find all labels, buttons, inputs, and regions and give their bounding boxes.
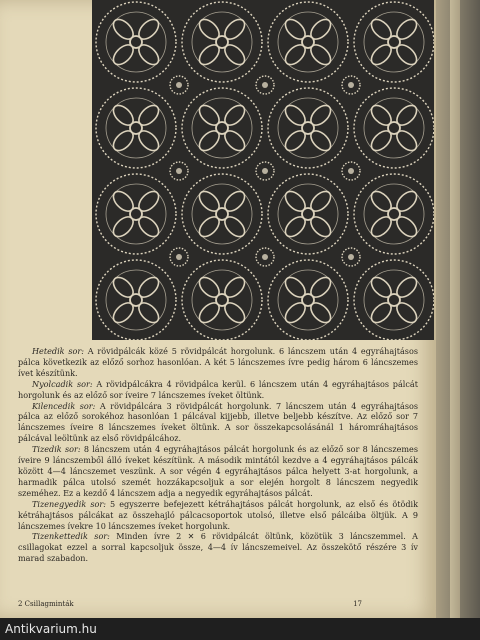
motif-petal [307,102,334,129]
motif-petal [135,299,162,326]
motif-petal [307,213,334,240]
motif-petal [393,16,420,43]
motif-petal [110,102,137,129]
motif-petal [368,41,395,68]
motif-center [216,122,228,134]
motif-outer-ring [354,260,434,340]
motif-center [216,208,228,220]
motif-petal [307,299,334,326]
motif-petal [282,127,309,154]
watermark [0,618,480,640]
motif-outer-ring [182,88,262,168]
motif-outer-ring [268,174,348,254]
motif-outer-ring [354,174,434,254]
motif-outer-ring [96,2,176,82]
motif-petal [307,274,334,301]
row-label: Nyolcadik sor: [32,378,93,389]
motif-petal [368,299,395,326]
watermark-text: Antikvarium.hu [5,622,97,636]
motif-outer-ring [182,174,262,254]
small-star-center [262,82,268,88]
instruction-text [18,346,418,564]
motif-center [130,208,142,220]
motif-center [388,122,400,134]
row-text: 5 egyszerre befejezett kétráhajtásos pálcát horgolunk, az első és ötödik kétráhajtásos pálcákat az összehajló pálcacsoportok utolsó, illetve első pálcáiba öltjük. A 9 láncszemes ívekre 10 láncszemes íveket horgolunk. [18,498,418,531]
row-label: Hetedik sor: [32,346,84,356]
row-text: A rövidpálcákra 4 rövidpálca kerül. 6 láncszem után 4 egyráhajtásos pálcát horgolunk és az előző sor íveire 7 láncszemes íveket öltünk. [18,378,419,400]
row-label: Kilencedik sor: [32,400,96,411]
motif-petal [196,274,223,301]
lace-photo [92,0,434,340]
row-text: A rövidpálcák közé 5 rövidpálcát horgolunk. 6 láncszem után 4 egyráhajtásos pálca következik az előző sorhoz hasonlóan. A két 5 láncszemes ívre pedig három 6 láncszemes ívet készítünk. [18,346,418,378]
small-star-center [176,82,182,88]
motif-petal [368,127,395,154]
small-star-center [176,254,182,260]
row-label: Tizenkettedik sor: [32,531,110,542]
page-number: 17 [353,600,362,608]
motif-petal [135,16,162,43]
motif-outer-ring [354,88,434,168]
motif-petal [196,16,223,43]
motif-petal [368,102,395,129]
paragraph-row12 [18,531,418,564]
motif-petal [282,213,309,240]
motif-outer-ring [182,260,262,340]
motif-petal [307,16,334,43]
motif-petal [393,102,420,129]
motif-petal [368,213,395,240]
footer-signature: 2 Csillagminták [18,600,74,608]
motif-outer-ring [354,2,434,82]
paragraph-row11 [18,499,418,532]
motif-petal [196,127,223,154]
motif-petal [196,213,223,240]
paragraph-row9 [18,401,418,445]
motif-petal [110,188,137,215]
motif-petal [282,102,309,129]
motif-center [130,294,142,306]
motif-center [388,36,400,48]
motif-petal [393,41,420,68]
motif-petal [368,188,395,215]
paragraph-row7 [18,346,418,379]
motif-petal [393,299,420,326]
motif-center [302,208,314,220]
motif-petal [221,188,248,215]
motif-petal [221,274,248,301]
motif-petal [307,127,334,154]
motif-outer-ring [182,2,262,82]
motif-petal [393,213,420,240]
motif-petal [221,102,248,129]
motif-petal [110,41,137,68]
page-edge [450,0,460,640]
motif-center [216,36,228,48]
motif-petal [110,274,137,301]
row-label: Tizedik sor: [32,444,81,455]
motif-petal [368,16,395,43]
row-text: 8 láncszem után 4 egyráhajtásos pálcát horgolunk és az előző sor 8 láncszemes íveire 9 láncszemből álló íveket készítünk. A második mintától kezdve a 4 egyráhajtásos pálcák között 4—4 láncszemet veszünk. A sor végén 4 egyráhajtásos pálca helyett 3-at horgolunk, a harmadik pálca utolsó szemét hozzákapcsoljuk a sor elején horgolt 8 láncszem negyedik szeméhez. Ez a kezdő 4 láncszem adja a negyedik egyráhajtásos pálcát. [18,444,418,498]
motif-center [130,36,142,48]
small-star-center [262,254,268,260]
motif-petal [221,299,248,326]
motif-petal [135,127,162,154]
row-text: Minden ívre 2 ✕ 6 rövidpálcát öltünk, közötük 3 láncszemmel. A csillagokat ezzel a sorral kapcsoljuk össze, 4—4 ív láncszemeivel. Az összekötő részére 3 ív marad szabadon. [18,531,418,564]
motif-petal [282,41,309,68]
small-star-center [348,168,354,174]
motif-petal [221,127,248,154]
motif-outer-ring [96,88,176,168]
motif-petal [196,299,223,326]
motif-petal [135,213,162,240]
motif-center [388,208,400,220]
motif-center [130,122,142,134]
motif-petal [196,41,223,68]
motif-petal [307,41,334,68]
motif-outer-ring [96,260,176,340]
motif-petal [393,188,420,215]
motif-petal [135,102,162,129]
motif-center [388,294,400,306]
page-footer [18,600,362,608]
motif-petal [368,274,395,301]
motif-outer-ring [268,2,348,82]
motif-outer-ring [268,260,348,340]
small-star-center [176,168,182,174]
motif-petal [196,102,223,129]
motif-petal [110,213,137,240]
motif-center [302,122,314,134]
motif-petal [110,299,137,326]
motif-petal [221,16,248,43]
motif-petal [393,127,420,154]
motif-center [302,294,314,306]
motif-petal [221,213,248,240]
small-star-center [348,82,354,88]
row-label: Tizenegyedik sor: [32,498,106,509]
motif-petal [135,188,162,215]
row-text: A rövidpálcára 3 rövidpálcát horgolunk. 7 láncszem után 4 egyráhajtásos pálca az előző sorokéhoz hasonlóan 1 pálcával kijjebb, illetve beljebb készítve. Az előző sor 7 láncszemes íveire 8 láncszemes íveket öltünk. A sor összekapcsolásánál 1 háromráhajtásos pálcával leöltünk az első rövidpálcához. [18,400,419,444]
paragraph-row8 [18,379,418,401]
motif-petal [282,274,309,301]
paragraph-row10 [18,444,418,499]
motif-petal [110,127,137,154]
small-star-center [262,168,268,174]
motif-outer-ring [268,88,348,168]
motif-petal [135,274,162,301]
motif-petal [196,188,223,215]
lace-pattern [92,0,434,340]
motif-petal [110,16,137,43]
small-star-center [348,254,354,260]
motif-outer-ring [96,174,176,254]
motif-petal [282,16,309,43]
motif-center [216,294,228,306]
motif-petal [282,188,309,215]
motif-center [302,36,314,48]
motif-petal [393,274,420,301]
motif-petal [221,41,248,68]
motif-petal [282,299,309,326]
motif-petal [135,41,162,68]
motif-petal [307,188,334,215]
